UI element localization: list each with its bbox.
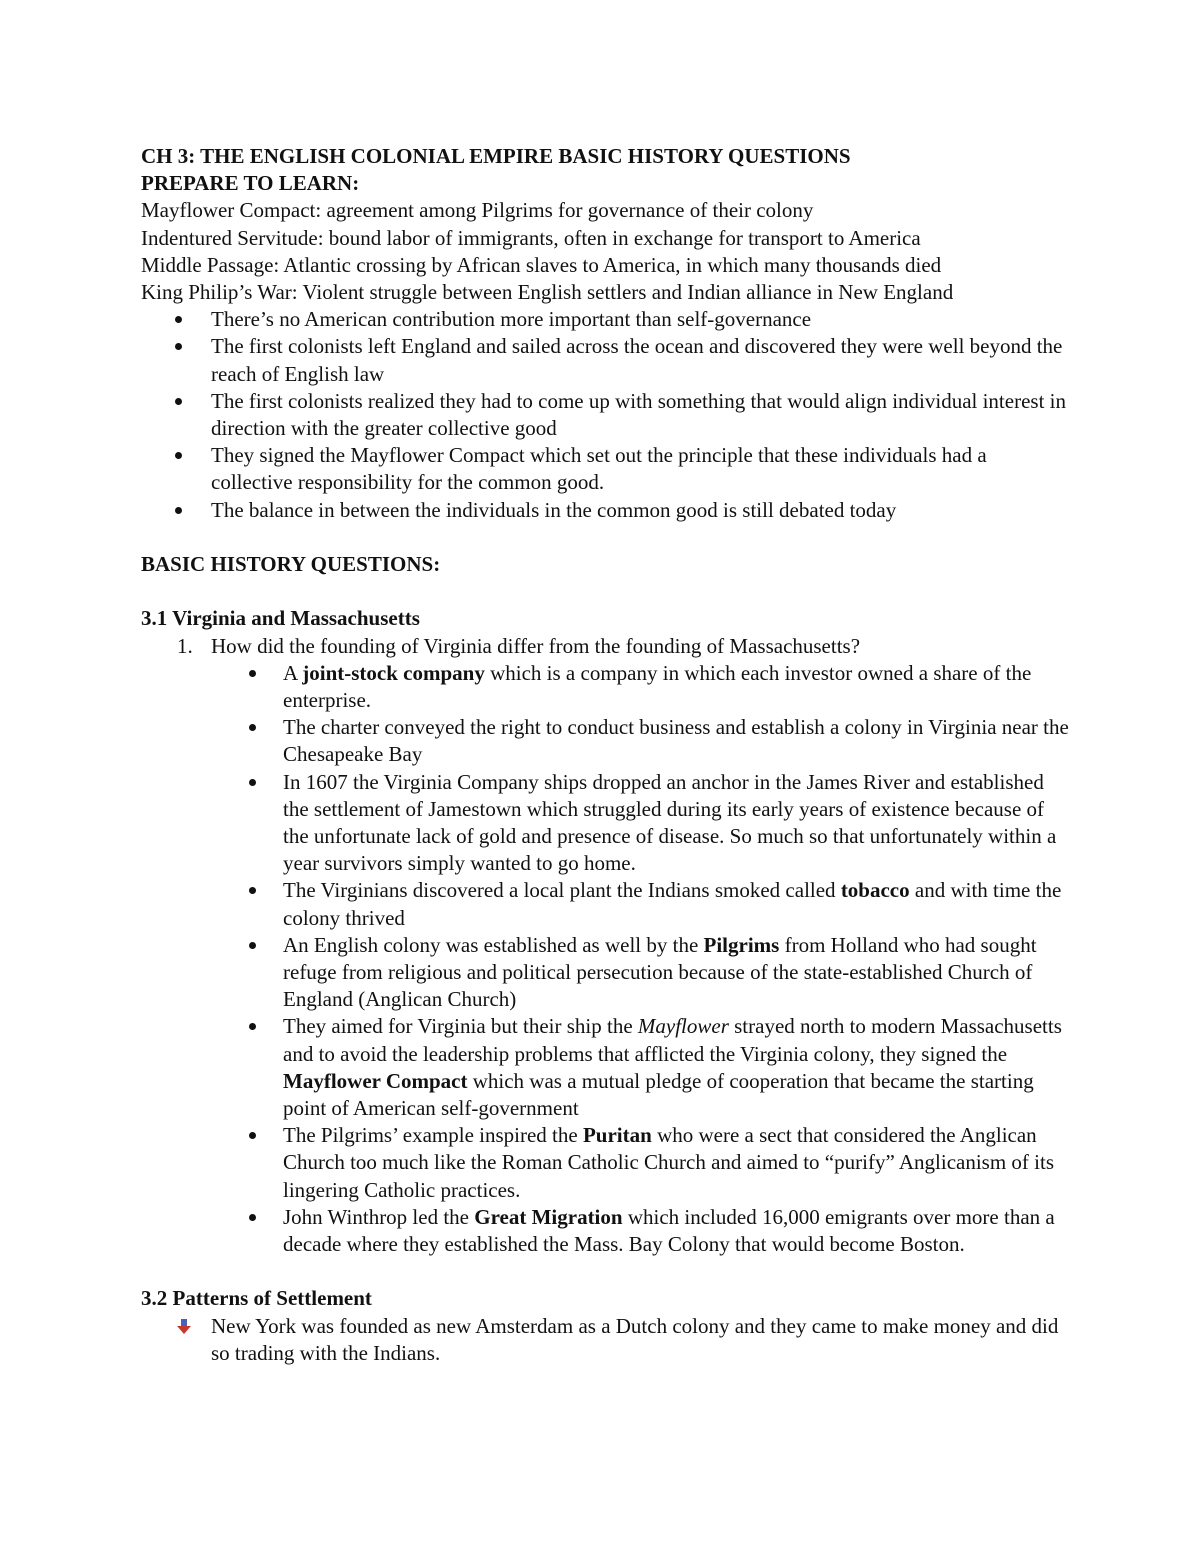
bullet-icon <box>249 779 256 786</box>
section-heading: 3.2 Patterns of Settlement <box>141 1286 372 1311</box>
answer-bullet-list <box>211 660 1073 1258</box>
list-item: The balance in between the individuals in the common good is still debated today <box>211 497 1071 524</box>
bullet-icon <box>175 507 182 514</box>
prepare-heading: PREPARE TO LEARN: <box>141 171 360 196</box>
section-heading: 3.1 Virginia and Massachusetts <box>141 606 420 631</box>
key-term: Mayflower Compact <box>283 1068 468 1093</box>
key-term: Pilgrims <box>703 932 780 957</box>
document-page <box>141 143 1071 1367</box>
key-term: Puritan <box>582 1123 652 1148</box>
document-title: CH 3: THE ENGLISH COLONIAL EMPIRE BASIC HISTORY QUESTIONS <box>141 144 851 168</box>
list-item: The Virginians discovered a local plant the Indians smoked called tobacco and with time the colony thrived <box>283 877 1073 931</box>
list-item: They aimed for Virginia but their ship the Mayflower strayed north to modern Massachusetts and to avoid the leadership problems that afflicted the Virginia colony, they signed the Mayflower Compact which was a mutual pledge of cooperation that became the starting point of American self-government <box>283 1013 1073 1122</box>
bullet-icon <box>249 670 256 677</box>
question-list <box>141 633 1071 1259</box>
list-item: The Pilgrims’ example inspired the Puritan who were a sect that considered the Anglican Church too much like the Roman Catholic Church and aimed to “purify” Anglicanism of its lingering Catholic practices. <box>283 1122 1073 1204</box>
list-item: John Winthrop led the Great Migration which included 16,000 emigrants over more than a decade where they established the Mass. Bay Colony that would become Boston. <box>283 1204 1073 1258</box>
bullet-icon <box>175 452 182 459</box>
prepare-bullet-list <box>141 306 1071 524</box>
list-item: The first colonists left England and sailed across the ocean and discovered they were well beyond the reach of English law <box>211 333 1071 387</box>
ship-name: Mayflower <box>637 1014 729 1039</box>
bullet-icon <box>249 1214 256 1221</box>
key-term: Great Migration <box>474 1204 623 1229</box>
bullet-icon <box>249 724 256 731</box>
bullet-icon <box>249 887 256 894</box>
bullet-icon <box>175 398 182 405</box>
definition-line: Mayflower Compact: agreement among Pilgrims for governance of their colony <box>141 198 814 223</box>
list-item: The charter conveyed the right to conduct business and establish a colony in Virginia near the Chesapeake Bay <box>283 714 1073 768</box>
list-item: There’s no American contribution more important than self-governance <box>211 306 1071 333</box>
list-item: New York was founded as new Amsterdam as a Dutch colony and they came to make money and did so trading with the Indians. <box>211 1313 1071 1367</box>
list-item: A joint-stock company which is a company in which each investor owned a share of the enterprise. <box>283 660 1073 714</box>
list-item: They signed the Mayflower Compact which set out the principle that these individuals had a collective responsibility for the common good. <box>211 442 1071 496</box>
settlement-bullet-list <box>141 1313 1071 1367</box>
definition-line: King Philip’s War: Violent struggle between English settlers and Indian alliance in New England <box>141 280 954 305</box>
bullet-icon <box>175 316 182 323</box>
bullet-icon <box>249 1023 256 1030</box>
definition-line: Middle Passage: Atlantic crossing by African slaves to America, in which many thousands died <box>141 252 942 277</box>
list-item: An English colony was established as well by the Pilgrims from Holland who had sought refuge from religious and political persecution because of the state-established Church of England (Anglican Church) <box>283 932 1073 1014</box>
definition-line: Indentured Servitude: bound labor of immigrants, often in exchange for transport to America <box>141 225 921 250</box>
question-number: 1. <box>177 633 193 658</box>
basic-questions-heading: BASIC HISTORY QUESTIONS: <box>141 552 441 577</box>
key-term: joint-stock company <box>302 660 485 685</box>
bullet-icon <box>175 343 182 350</box>
arrow-down-icon <box>177 1319 191 1335</box>
bullet-icon <box>249 942 256 949</box>
key-term: tobacco <box>840 878 910 903</box>
question-item <box>177 633 1071 1259</box>
list-item: In 1607 the Virginia Company ships dropped an anchor in the James River and established the settlement of Jamestown which struggled during its early years of existence because of the unfortunate lack of gold and presence of disease. So much so that unfortunately within a year survivors simply wanted to go home. <box>283 769 1073 878</box>
bullet-icon <box>249 1132 256 1139</box>
list-item: The first colonists realized they had to come up with something that would align individual interest in direction with the greater collective good <box>211 388 1071 442</box>
question-text: How did the founding of Virginia differ from the founding of Massachusetts? <box>211 633 861 658</box>
